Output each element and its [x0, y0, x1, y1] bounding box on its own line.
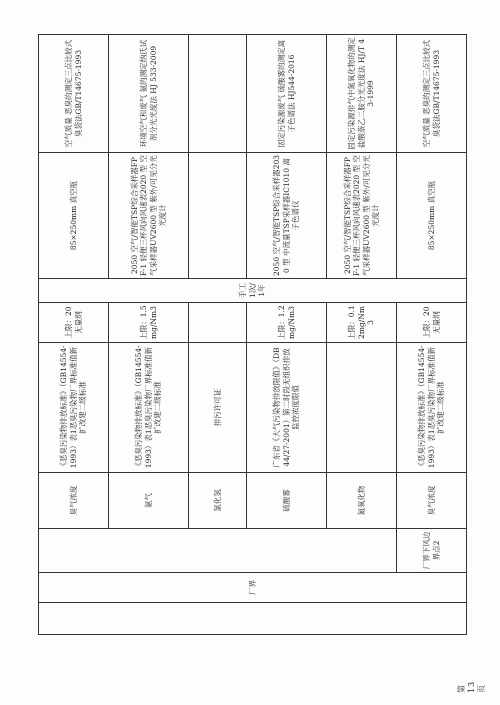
frequency-cell [39, 279, 467, 303]
page-number: 第 13 页 [457, 680, 486, 693]
analysis-method-cell: 环境空气和废气 氨的测定纳氏试剂分光光度法 HJ 533-2009 [109, 35, 189, 153]
limit-cell: 上限：1.5mg/Nm3 [109, 303, 189, 343]
standard-cell: 《恶臭污染物排放标准》（GB14554-1993）表1恶臭污染物厂界标准值新扩改建二级标准 [39, 343, 109, 473]
standard-cell: 广东省《大气污染物排放限值》（DB44/27-2001）第二时段无组织排放监控浓度限值 [247, 343, 327, 473]
limit-cell [189, 303, 247, 343]
pollutant-cell: 氯化氢 [189, 473, 247, 529]
table-row [397, 35, 467, 635]
analysis-method-cell: 固定污染源废气 硫酸雾的测定离子色谱法 HJ544-2016 [247, 35, 327, 153]
outer-blank-cell [39, 603, 467, 635]
pollutant-cell: 氨气 [109, 473, 189, 529]
pollutant-cell: 臭气浓度 [397, 473, 467, 529]
analysis-method-cell: 空气质量 恶臭的测定三点比较式臭袋法GB/T14675-1993 [397, 35, 467, 153]
analysis-method-cell: 空气质量 恶臭的测定三点比较式臭袋法GB/T14675-1993 [39, 35, 109, 153]
pollutant-cell: 臭气浓度 [39, 473, 109, 529]
limit-cell: 上限：1.2mg/Nm3 [247, 303, 327, 343]
frequency-label: 1次/1年 [247, 283, 267, 298]
permit-cell: 排污许可证 [189, 343, 247, 473]
sampling-equipment-cell: 2050 空气/智能TSP综合采样器2030 型 中流量TSP采样器IC1010 离子色谱仪 [247, 153, 327, 279]
standard-cell: 《恶臭污染物排放标准》（GB14554-1993）表1恶臭污染物厂界标准值新扩改建二级标准 [397, 343, 467, 473]
boundary-cell: 厂界 [39, 573, 467, 603]
manual-label: 手工 [238, 283, 248, 298]
sampling-equipment-cell: 2050 空气/智能TSP综合采样器FPF-1 轻便三杯风向风速表2020 型 空气采样器UV2600 型 紫外/可见分光光度计 [327, 153, 397, 279]
sampling-equipment-cell: 2050 空气/智能TSP综合采样器FPF-1 轻便三杯风向风速表2020 型 空气采样器UV2600 型 紫外/可见分光光度计 [109, 153, 189, 279]
pollutant-cell: 硫酸雾 [247, 473, 327, 529]
monitoring-point-cell [39, 529, 397, 573]
limit-cell: 上限：0.12mg/Nm3 [327, 303, 397, 343]
analysis-method-cell: 固定污染源排气中氮氧化物的测定 盐酸萘乙二胺分光光度法 HJ/T 43-1999 [327, 35, 397, 153]
monitoring-table [38, 34, 467, 635]
sampling-equipment-cell: 85×250mm 真空瓶 [39, 153, 109, 279]
monitoring-point-cell: 厂界下风边界点2 [397, 529, 467, 573]
limit-cell: 上限：20无量纲 [39, 303, 109, 343]
sampling-equipment-cell: 85×250mm 真空瓶 [397, 153, 467, 279]
limit-cell: 上限：20无量纲 [397, 303, 467, 343]
analysis-method-cell [189, 35, 247, 153]
pollutant-cell: 氮氧化物 [327, 473, 397, 529]
sampling-equipment-cell [189, 153, 247, 279]
standard-cell [327, 343, 397, 473]
standard-cell: 《恶臭污染物排放标准》（GB14554-1993）表1恶臭污染物厂界标准值新扩改建二级标准 [109, 343, 189, 473]
table-row [39, 35, 109, 635]
